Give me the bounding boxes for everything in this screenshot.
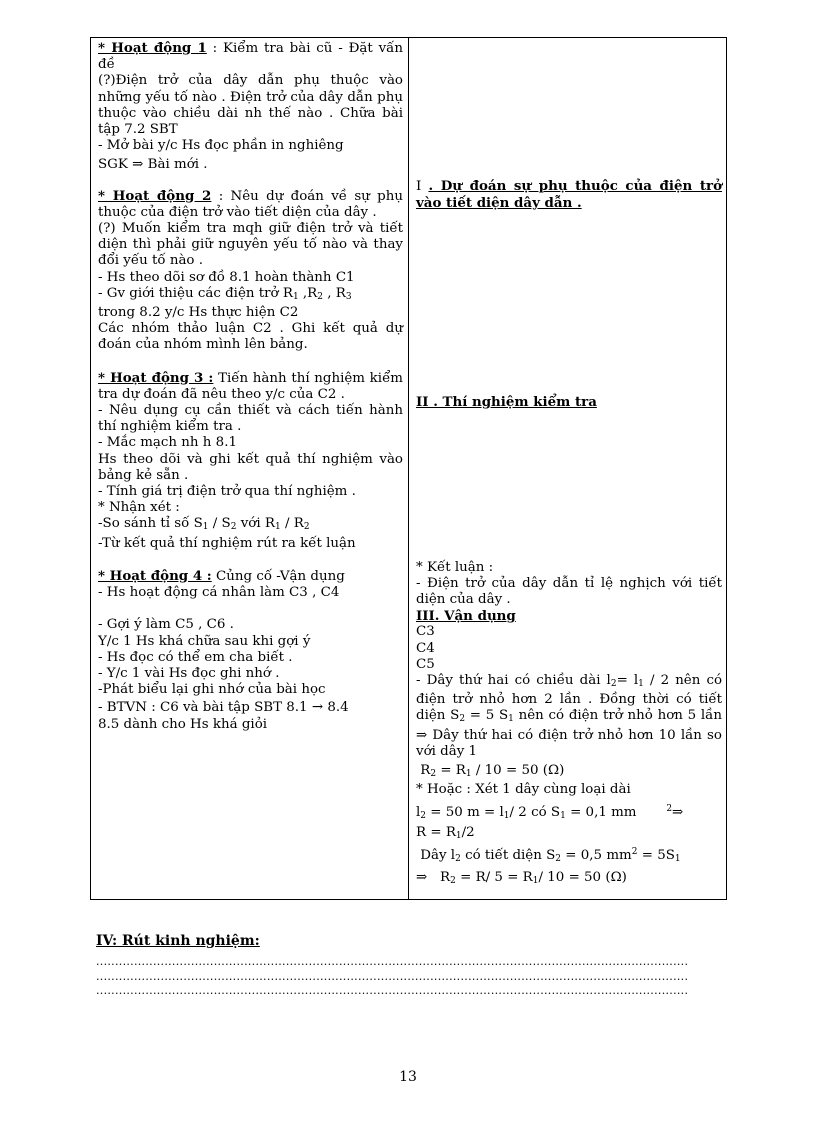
implies-arrow-icon: ⇒ bbox=[672, 805, 684, 821]
activity-4-line-6: -Phát biểu lại ghi nhớ của bài học bbox=[98, 682, 326, 698]
activity-1-open: - Mở bài y/c Hs đọc phần in nghiêng bbox=[98, 138, 344, 154]
section-3-heading: III. Vận dụng bbox=[416, 608, 516, 625]
activity-2-c1: - Hs theo dõi sơ đồ 8.1 hoàn thành C1 bbox=[98, 269, 355, 285]
dotted-line: ............................................................................................................................................................ bbox=[96, 984, 689, 997]
ohm-icon: Ω bbox=[610, 870, 622, 886]
alternative-line: * Hoặc : Xét 1 dây cùng loại dài bbox=[416, 782, 631, 798]
teacher-activities-column bbox=[98, 40, 403, 733]
r2-equation: $R_2 = R_1 / 10 = 50$ (Ω) bbox=[416, 763, 565, 780]
page-number: 13 bbox=[399, 1069, 417, 1085]
activity-3-line-7: -Từ kết quả thí nghiệm rút ra kết luận bbox=[98, 535, 356, 551]
conclusion-label: * Kết luận : bbox=[416, 559, 494, 575]
ohm-icon: Ω bbox=[547, 763, 560, 779]
activity-3-line-2: - Mắc mạch nh h 8.1 bbox=[98, 435, 237, 451]
activity-3-line-6: -So sánh tỉ số $S_1 / S_2$ với $R_1 / R_2$ bbox=[98, 516, 310, 533]
final-equation: ⇒ $R_2 = R/$ $5 = R_1/$ 10 = 50 (Ω) bbox=[416, 870, 627, 887]
activity-3-line-4: - Tính giá trị điện trở qua thí nghiệm . bbox=[98, 484, 356, 500]
activity-4-line-8: 8.5 dành cho Hs khá giỏi bbox=[98, 716, 268, 732]
implies-arrow-icon: ⇒ bbox=[132, 157, 144, 173]
c5-explanation: - Dây thứ hai có chiều dài $l_2= l_1 / 2$ nên có điện trở nhỏ hơn 2 lần . Đồng thời có tiết diện $S_2 = 5$ $S_1$ nên có điện trở nhỏ hơn 5 lần ⇒ Dây thứ hai có điện trở nhỏ hơn 10 lần so với dây 1 bbox=[416, 673, 723, 759]
activity-1-sgk: SGK ⇒ Bài mới . bbox=[98, 157, 208, 173]
activity-4-line-1: - Hs hoạt động cá nhân làm C3 , C4 bbox=[98, 585, 340, 601]
activity-1: * Hoạt động 1 : Kiểm tra bài cũ - Đặt vấn đề bbox=[98, 40, 403, 73]
activity-3-line-1: - Nêu dụng cụ cần thiết và cách tiến hành thí nghiệm kiểm tra . bbox=[98, 403, 403, 435]
activity-4-line-7: - BTVN : C6 và bài tập SBT 8.1 → 8.4 bbox=[98, 700, 349, 716]
activity-2-gv: - Gv giới thiệu các điện trở $R_1$ $,R_2$ , $R_3$ bbox=[98, 285, 352, 302]
activity-2: * Hoạt động 2 : Nêu dự đoán về sự phụ thuộc của điện trở vào tiết diện của dây . bbox=[98, 187, 403, 220]
dotted-line: ............................................................................................................................................................ bbox=[96, 969, 689, 983]
column-divider bbox=[408, 38, 409, 899]
r-line: $R = R_1/2$ bbox=[416, 824, 475, 841]
activity-3-line-5: * Nhận xét : bbox=[98, 500, 180, 516]
activity-4-line-3: Y/c 1 Hs khá chữa sau khi gợi ý bbox=[98, 633, 311, 649]
activity-2-gv-2: trong 8.2 y/c Hs thực hiện C2 bbox=[98, 305, 299, 321]
activity-4-line-2: - Gợi ý làm C5 , C6 . bbox=[98, 617, 234, 633]
experience-title: IV: Rút kinh nghiệm: bbox=[96, 933, 260, 949]
implies-arrow-icon: ⇒ bbox=[416, 870, 428, 886]
conclusion-text: - Điện trở của dây dẫn tỉ lệ nghịch với tiết diện của dây . bbox=[416, 575, 722, 608]
activity-3-line-3: Hs theo dõi và ghi kết quả thí nghiệm vào bảng kẻ sẵn . bbox=[98, 451, 403, 483]
dotted-line: ............................................................................................................................................................ bbox=[96, 955, 689, 968]
right-arrow-icon: → bbox=[311, 700, 324, 716]
day-line: Dây $l_2$ có tiết diện $S_2 = 0,5$ $mm^2 = 5S_1$ bbox=[420, 846, 681, 864]
content-column bbox=[416, 40, 722, 889]
c3-label: C3 bbox=[416, 624, 435, 640]
section-2-heading: II . Thí nghiệm kiểm tra bbox=[416, 394, 597, 411]
activity-2-groups: Các nhóm thảo luận C2 . Ghi kết quả dự đoán của nhóm mình lên bảng. bbox=[98, 321, 403, 353]
activity-2-question: (?) Muốn kiểm tra mqh giữ điện trở và tiết diện thì phải giữ nguyên yếu tố nào và thay đổi yếu tố nào . bbox=[98, 221, 403, 269]
implies-arrow-icon: ⇒ bbox=[416, 727, 428, 743]
c5-label: C5 bbox=[416, 656, 435, 672]
c4-label: C4 bbox=[416, 640, 435, 656]
activity-4: * Hoạt động 4 : Củng cố -Vận dụng bbox=[98, 567, 345, 584]
l2-line: $l_2 = 50$ $m = l_1/$ 2 có $S_1 = 0,1$ mm $^2$⇒ bbox=[416, 804, 684, 822]
section-1-heading: I . Dự đoán sự phụ thuộc của điện trở vào tiết diện dây dẫn . bbox=[416, 178, 722, 212]
activity-4-line-5: - Y/c 1 vài Hs đọc ghi nhớ . bbox=[98, 665, 280, 681]
lesson-table bbox=[90, 37, 727, 900]
experience-section bbox=[96, 933, 726, 999]
activity-4-line-4: - Hs đọc có thể em cha biết . bbox=[98, 649, 293, 665]
activity-3: * Hoạt động 3 : Tiến hành thí nghiệm kiểm tra dự đoán đã nêu theo y/c của C2 . bbox=[98, 369, 403, 402]
activity-1-question: (?)Điện trở của dây dẫn phụ thuộc vào những yếu tố nào . Điện trở của dây dẫn phụ thuộc vào chiều dài nh thế nào . Chữa bài tập 7.2 SBT bbox=[98, 73, 403, 138]
